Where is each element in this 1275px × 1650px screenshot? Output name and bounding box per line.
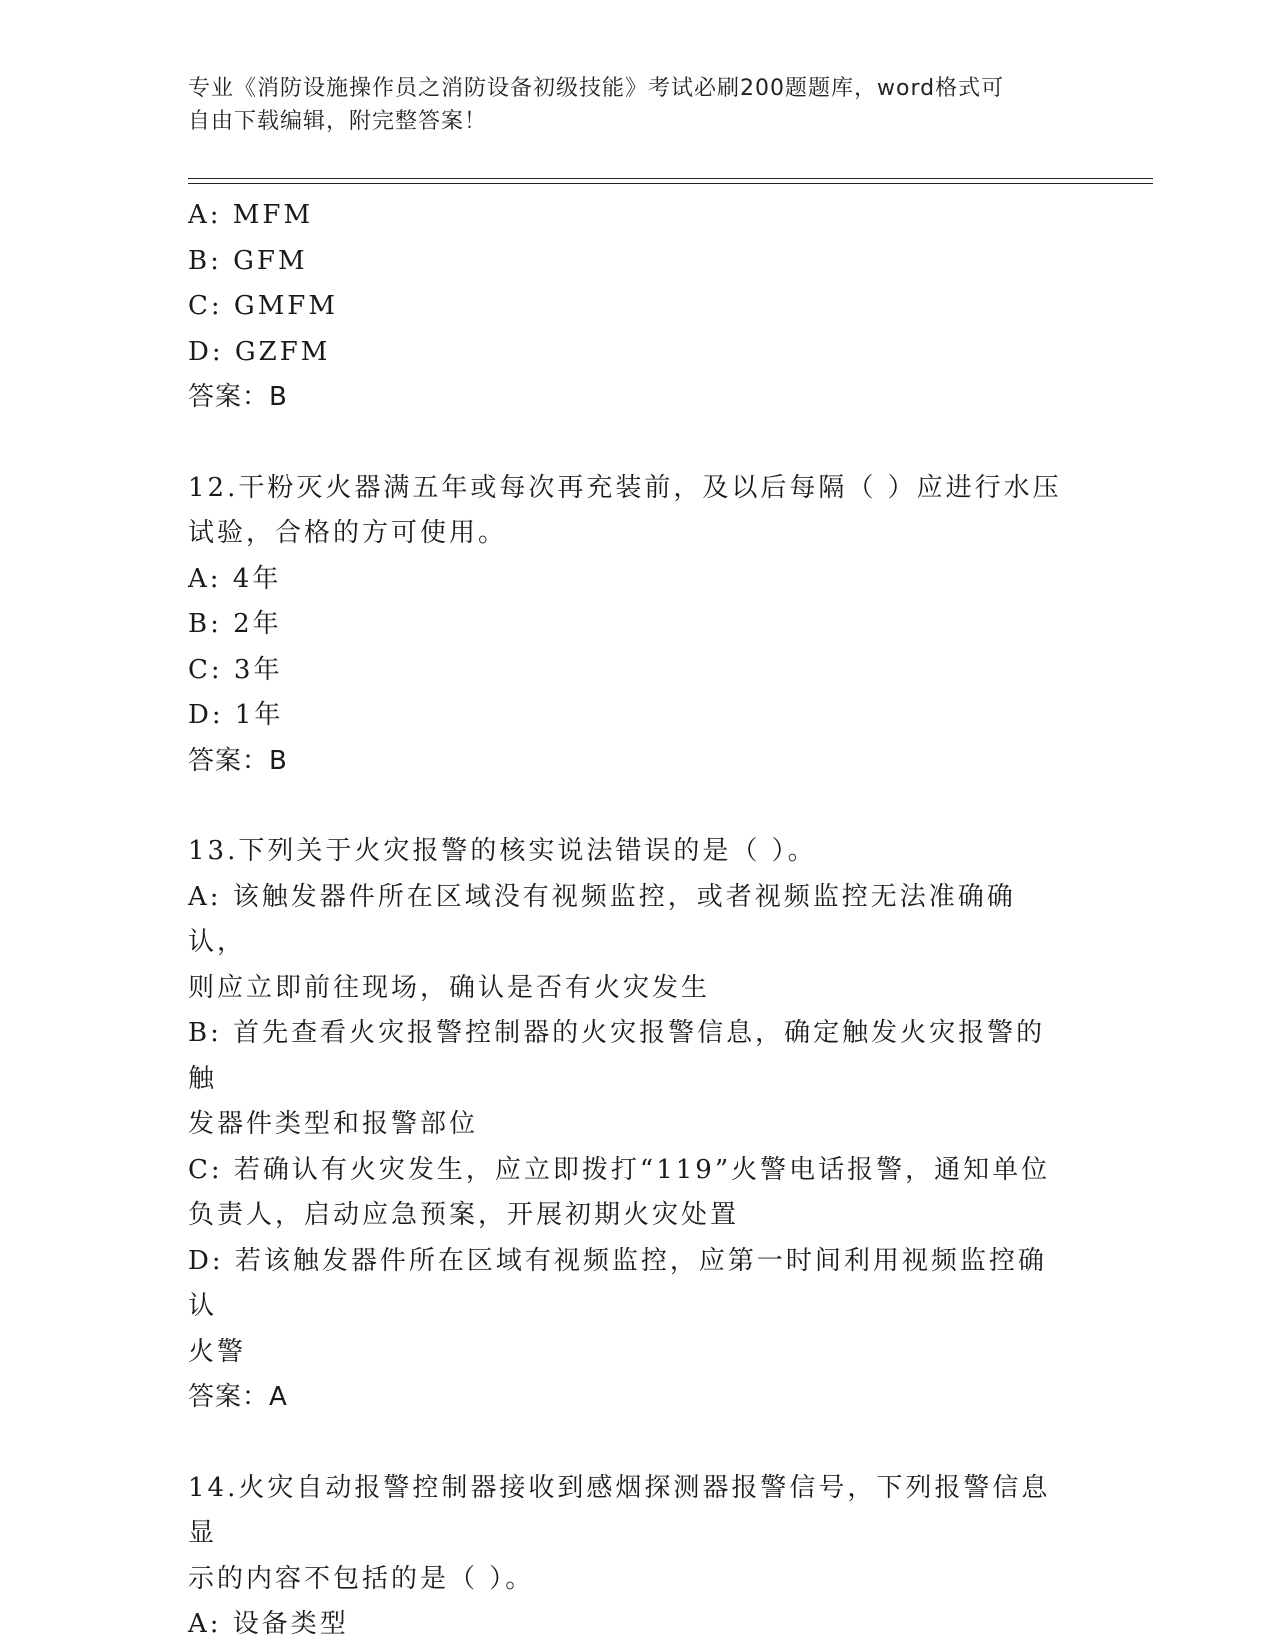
option-d: D: 1年 <box>188 700 284 730</box>
header-divider-top <box>188 178 1153 179</box>
header-line-1: 专业《消防设施操作员之消防设备初级技能》考试必刷200题题库，word格式可 <box>188 76 1005 101</box>
option-b: B: 首先查看火灾报警控制器的火灾报警信息，确定触发火灾报警的触 <box>188 1018 1046 1094</box>
question-11-tail <box>188 193 1068 421</box>
option-d: D: 若该触发器件所在区域有视频监控，应第一时间利用视频监控确认 <box>188 1245 1047 1321</box>
option-a: A: 设备类型 <box>188 1609 349 1639</box>
option-d: D: GZFM <box>188 336 331 367</box>
header-divider-bottom <box>188 183 1153 184</box>
header-line-2: 自由下载编辑，附完整答案！ <box>188 109 488 134</box>
option-c-cont: 负责人，启动应急预案，开展初期火灾处置 <box>188 1200 740 1230</box>
spacer <box>188 421 1068 466</box>
question-list <box>188 193 1068 1648</box>
option-b: B: 2年 <box>188 609 282 639</box>
option-a: A: 4年 <box>188 563 282 594</box>
spacer <box>188 784 1068 829</box>
document-header <box>188 72 1088 138</box>
question-14 <box>188 1466 1068 1648</box>
question-text-line: 试验，合格的方可使用。 <box>188 518 508 548</box>
option-c: C: 3年 <box>188 654 283 685</box>
option-a: A: 该触发器件所在区域没有视频监控，或者视频监控无法准确确认， <box>188 881 1016 957</box>
answer-line: 答案：B <box>188 745 288 776</box>
option-c: C: GMFM <box>188 291 338 321</box>
option-c: C: 若确认有火灾发生，应立即拨打“119”火警电话报警，通知单位 <box>188 1154 1051 1185</box>
option-a: A: MFM <box>188 200 314 230</box>
option-a-cont: 则应立即前往现场，确认是否有火灾发生 <box>188 972 711 1003</box>
answer-line: 答案：B <box>188 382 288 412</box>
question-text-line: 12.干粉灭火器满五年或每次再充装前，及以后每隔（ ）应进行水压 <box>188 472 1062 503</box>
spacer <box>188 1421 1068 1466</box>
question-text-line: 示的内容不包括的是（ ）。 <box>188 1563 535 1594</box>
question-text-line: 13.下列关于火灾报警的核实说法错误的是（ ）。 <box>188 836 817 866</box>
answer-line: 答案：A <box>188 1382 288 1412</box>
option-d-cont: 火警 <box>188 1336 247 1367</box>
option-b: B: GFM <box>188 245 308 276</box>
question-12 <box>188 466 1068 785</box>
question-13 <box>188 829 1068 1421</box>
option-b-cont: 发器件类型和报警部位 <box>188 1109 479 1139</box>
question-text-line: 14.火灾自动报警控制器接收到感烟探测器报警信号，下列报警信息显 <box>188 1472 1051 1548</box>
